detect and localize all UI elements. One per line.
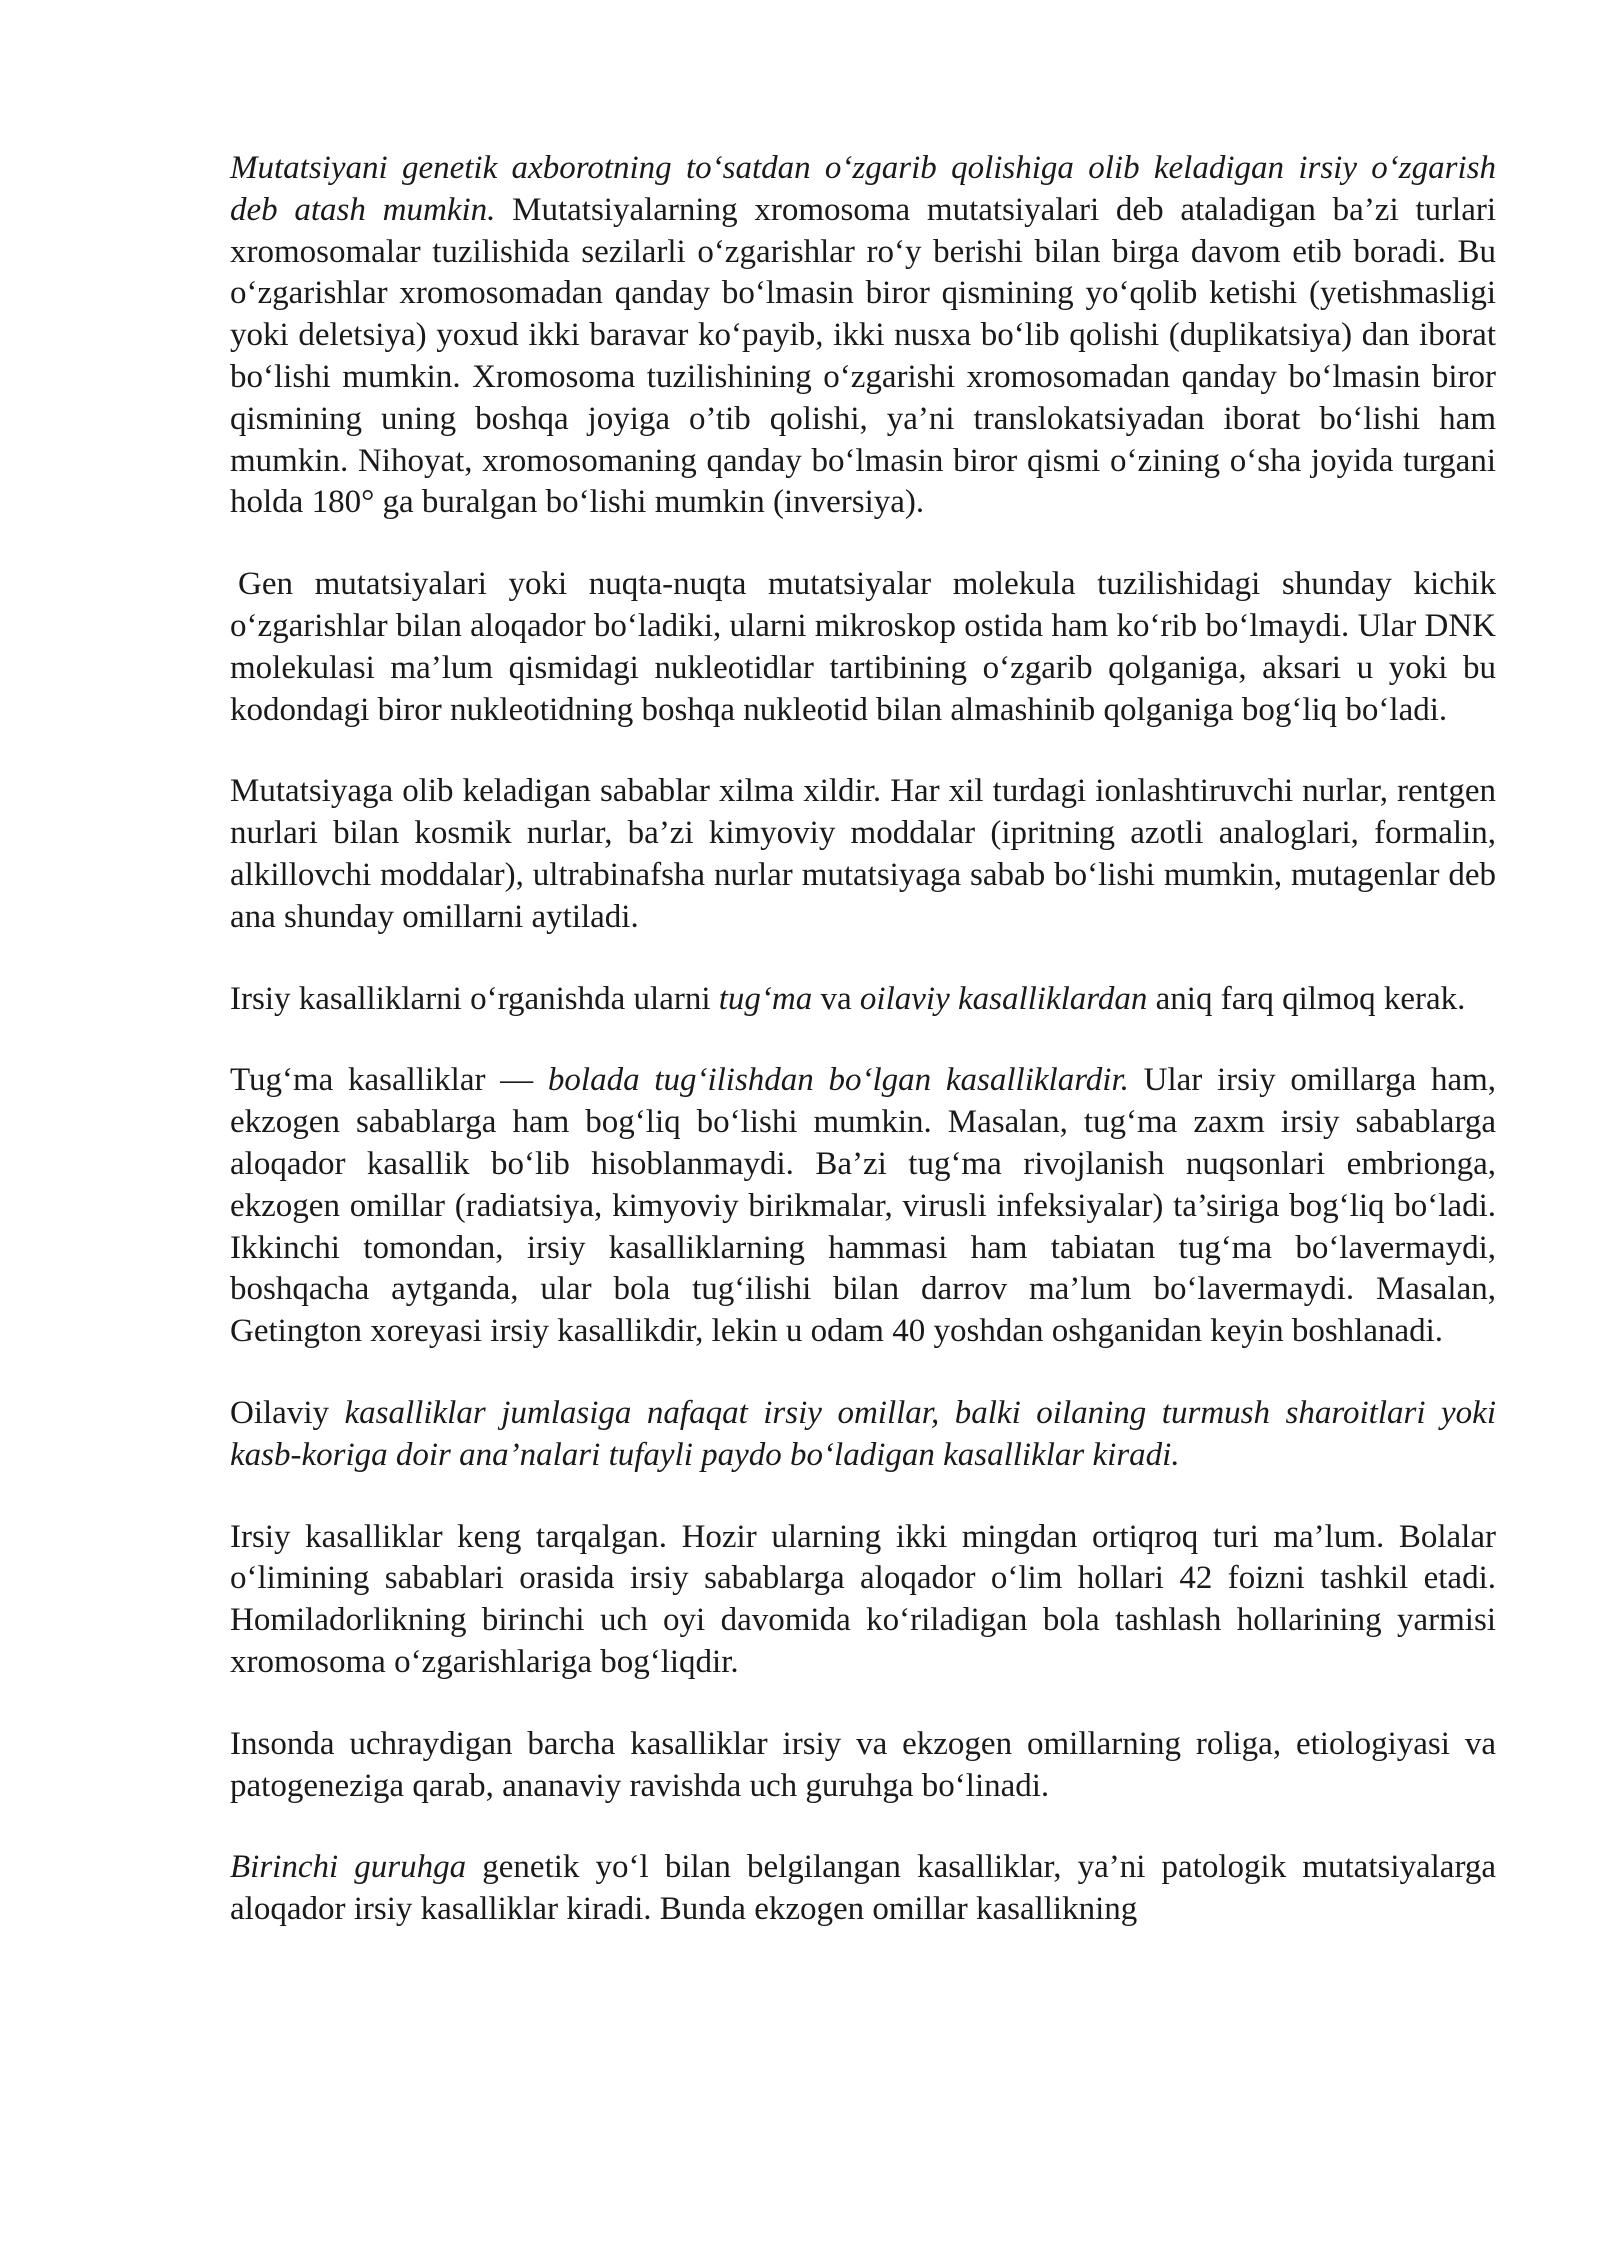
- text-span: Mutatsiyani genetik axborotning toʻsatdan oʻzgarib qolishiga olib keladigan irsiy oʻzgarish deb atash mumkin.: [230, 150, 1496, 228]
- paragraph-prevalence: [230, 1517, 1496, 1684]
- text-span: aniq farq qilmoq kerak.: [1147, 980, 1466, 1017]
- text-span: Irsiy kasalliklar keng tarqalgan. Hozir ularning ikki mingdan ortiqroq turi ma’lum. Bolalar oʻlimining sabablari orasida irsiy sabablarga aloqador oʻlim hollari 42 foizni tashkil etadi. Homiladorlikning birinchi uch oyi davomida koʻriladigan bola tashlash hollarining yarmisi xromosoma oʻzgarishlariga bogʻliqdir.: [230, 1518, 1496, 1680]
- text-span: Birinchi guruhga: [230, 1849, 467, 1886]
- text-span: Gen mutatsiyalari yoki nuqta-nuqta mutatsiyalar molekula tuzilishidagi shunday kichik oʻzgarishlar bilan aloqador boʻladiki, ularni mikroskop ostida ham koʻrib boʻlmaydi. Ular DNK molekulasi ma’lum qismidagi nukleotidlar tartibining oʻzgarib qolganiga, aksari u yoki bu kodondagi biror nukleotidning boshqa nukleotid bilan almashinib qolganiga bogʻliq boʻladi.: [230, 566, 1496, 728]
- text-span: bolada tugʻilishdan boʻlgan kasalliklardir.: [547, 1062, 1129, 1099]
- paragraph-hereditary-distinction: [230, 979, 1496, 1021]
- text-span: Mutatsiyalarning xromosoma mutatsiyalari deb ataladigan ba’zi turlari xromosomalar tuzilishida sezilarli oʻzgarishlar roʻy berishi bilan birga davom etib boradi. Bu oʻzgarishlar xromosomadan qanday boʻlmasin biror qismining yoʻqolib ketishi (yetishmasligi yoki deletsiya) yoxud ikki baravar koʻpayib, ikki nusxa boʻlib qolishi (duplikatsiya) dan iborat boʻlishi mumkin. Xromosoma tuzilishining oʻzgarishi xromosomadan qanday boʻlmasin biror qismining uning boshqa joyiga o’tib qolishi, ya’ni translokatsiyadan iborat boʻlishi ham mumkin. Nihoyat, xromosomaning qanday boʻlmasin biror qismi oʻzining oʻsha joyida turgani holda 180° ga buralgan boʻlishi mumkin (inversiya).: [230, 191, 1496, 521]
- paragraph-congenital-diseases: [230, 1060, 1496, 1353]
- paragraph-gene-mutations: [230, 564, 1496, 731]
- paragraph-first-group: [230, 1847, 1496, 1931]
- document-page: [230, 148, 1496, 1971]
- text-span: kasalliklar jumlasiga nafaqat irsiy omillar, balki oilaning turmush sharoitlari yoki kasb-koriga doir ana’nalari tufayli paydo boʻladigan kasalliklar kiradi.: [230, 1394, 1496, 1473]
- text-span: Irsiy kasalliklarni oʻrganishda ularni: [230, 980, 719, 1017]
- text-span: Tugʻma kasalliklar —: [230, 1062, 548, 1099]
- paragraph-mutation-causes: [230, 771, 1496, 938]
- paragraph-three-groups: [230, 1724, 1496, 1808]
- text-span: va: [812, 980, 860, 1017]
- text-span: Mutatsiyaga olib keladigan sabablar xilma xildir. Har xil turdagi ionlashtiruvchi nurlar, rentgen nurlari bilan kosmik nurlar, ba’zi kimyoviy moddalar (ipritning azotli analoglari, formalin, alkillovchi moddalar), ultrabinafsha nurlar mutatsiyaga sabab boʻlishi mumkin, mutagenlar deb ana shunday omillarni aytiladi.: [230, 773, 1496, 935]
- paragraph-family-diseases: [230, 1393, 1496, 1477]
- text-span: Insonda uchraydigan barcha kasalliklar irsiy va ekzogen omillarning roliga, etiologiyasi va patogeneziga qarab, ananaviy ravishda uch guruhga boʻlinadi.: [230, 1725, 1496, 1804]
- paragraph-mutation-definition: [230, 148, 1496, 524]
- text-span: genetik yoʻl bilan belgilangan kasalliklar, ya’ni patologik mutatsiyalarga aloqador irsiy kasalliklar kiradi. Bunda ekzogen omillar kasallikning: [230, 1849, 1496, 1928]
- text-span: Ular irsiy omillarga ham, ekzogen sabablarga ham bogʻliq boʻlishi mumkin. Masalan, tugʻma zaxm irsiy sabablarga aloqador kasallik boʻlib hisoblanmaydi. Ba’zi tugʻma rivojlanish nuqsonlari embrionga, ekzogen omillar (radiatsiya, kimyoviy birikmalar, virusli infeksiyalar) ta’siriga bogʻliq boʻladi. Ikkinchi tomondan, irsiy kasalliklarning hammasi ham tabiatan tugʻma boʻlavermaydi, boshqacha aytganda, ular bola tugʻilishi bilan darrov ma’lum boʻlavermaydi. Masalan, Getington xoreyasi irsiy kasallikdir, lekin u odam 40 yoshdan oshganidan keyin boshlanadi.: [230, 1062, 1497, 1350]
- text-span: tugʻma: [718, 980, 813, 1017]
- text-span: oilaviy kasalliklardan: [859, 980, 1148, 1017]
- text-span: Oilaviy: [230, 1394, 345, 1431]
